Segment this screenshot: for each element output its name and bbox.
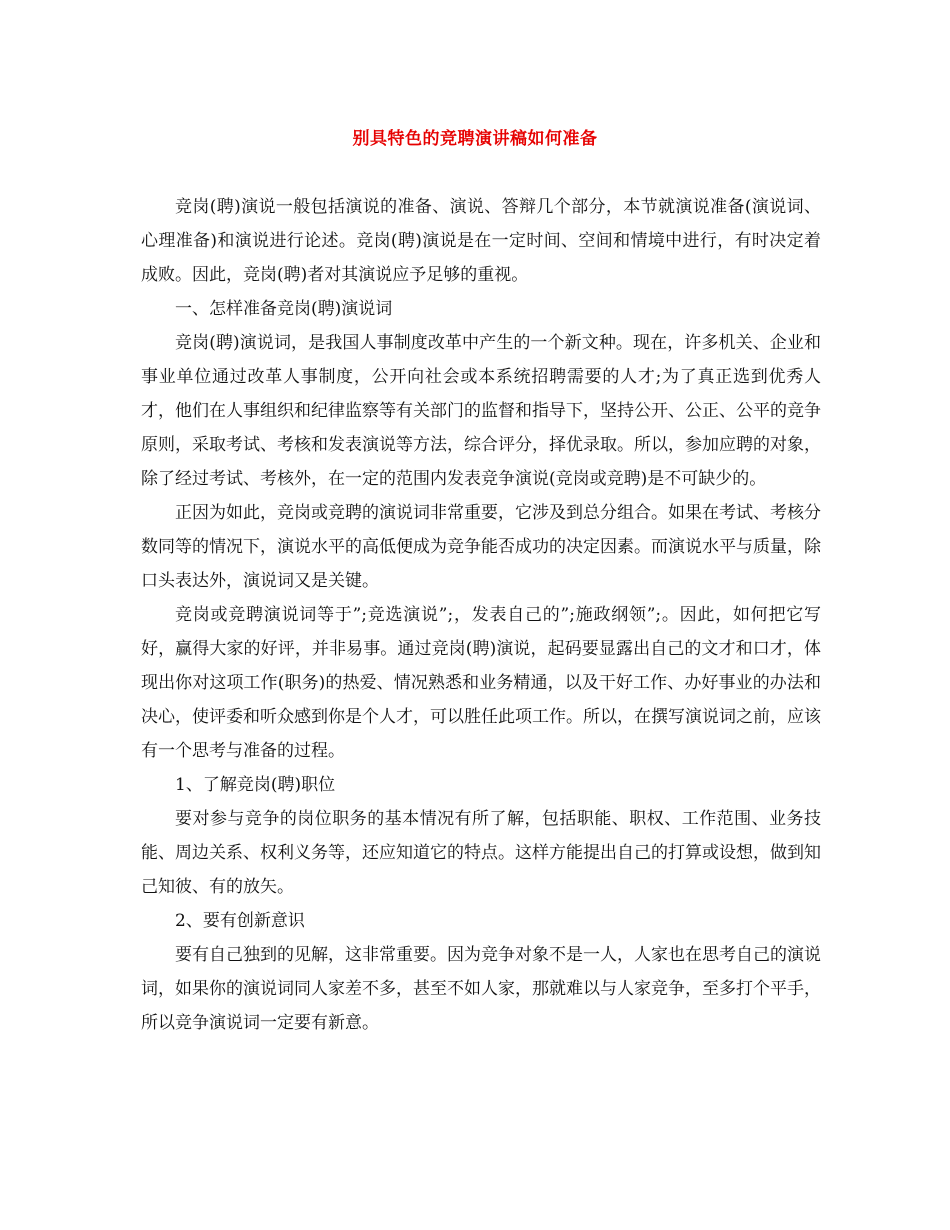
- paragraph-writing: 竞岗或竞聘演说词等于”;竞选演说”;，发表自己的”;施政纲领”;。因此，如何把它写好，赢得大家的好评，并非易事。通过竞岗(聘)演说，起码要显露出自己的文才和口才，体现出你对这项工作(职务)的热爱、情况熟悉和业务精通，以及干好工作、办好事业的办法和决心，使评委和听众感到你是个人才，可以胜任此项工作。所以，在撰写演说词之前，应该有一个思考与准备的过程。: [141, 605, 821, 761]
- paragraph-item-1: 要对参与竞争的岗位职务的基本情况有所了解，包括职能、职权、工作范围、业务技能、周边关系、权利义务等，还应知道它的特点。这样方能提出自己的打算或设想，做到知己知彼、有的放矢。: [141, 809, 821, 897]
- paragraph-definition: 竞岗(聘)演说词，是我国人事制度改革中产生的一个新文种。现在，许多机关、企业和事业单位通过改革人事制度，公开向社会或本系统招聘需要的人才;为了真正选到优秀人才，他们在人事组织和纪律监察等有关部门的监督和指导下，坚持公开、公正、公平的竞争原则，采取考试、考核和发表演说等方法，综合评分，择优录取。所以，参加应聘的对象，除了经过考试、考核外，在一定的范围内发表竞争演说(竞岗或竞聘)是不可缺少的。: [141, 333, 821, 489]
- heading-item-2: 2、要有创新意识: [175, 911, 305, 931]
- paragraph-item-2: 要有自己独到的见解，这非常重要。因为竞争对象不是一人，人家也在思考自己的演说词，如果你的演说词同人家差不多，甚至不如人家，那就难以与人家竞争，至多打个平手，所以竞争演说词一定要有新意。: [141, 945, 821, 1033]
- document-body: [141, 190, 821, 1040]
- paragraph-importance: 正因为如此，竞岗或竞聘的演说词非常重要，它涉及到总分组合。如果在考试、考核分数同等的情况下，演说水平的高低便成为竞争能否成功的决定因素。而演说水平与质量，除口头表达外，演说词又是关键。: [141, 503, 821, 591]
- heading-item-1: 1、了解竞岗(聘)职位: [175, 775, 336, 795]
- paragraph-intro: 竞岗(聘)演说一般包括演说的准备、演说、答辩几个部分，本节就演说准备(演说词、心理准备)和演说进行论述。竞岗(聘)演说是在一定时间、空间和情境中进行，有时决定着成败。因此，竞岗(聘)者对其演说应予足够的重视。: [141, 197, 821, 285]
- document-title: 别具特色的竞聘演讲稿如何准备: [352, 129, 598, 149]
- heading-section-1: 一、怎样准备竞岗(聘)演说词: [175, 299, 393, 319]
